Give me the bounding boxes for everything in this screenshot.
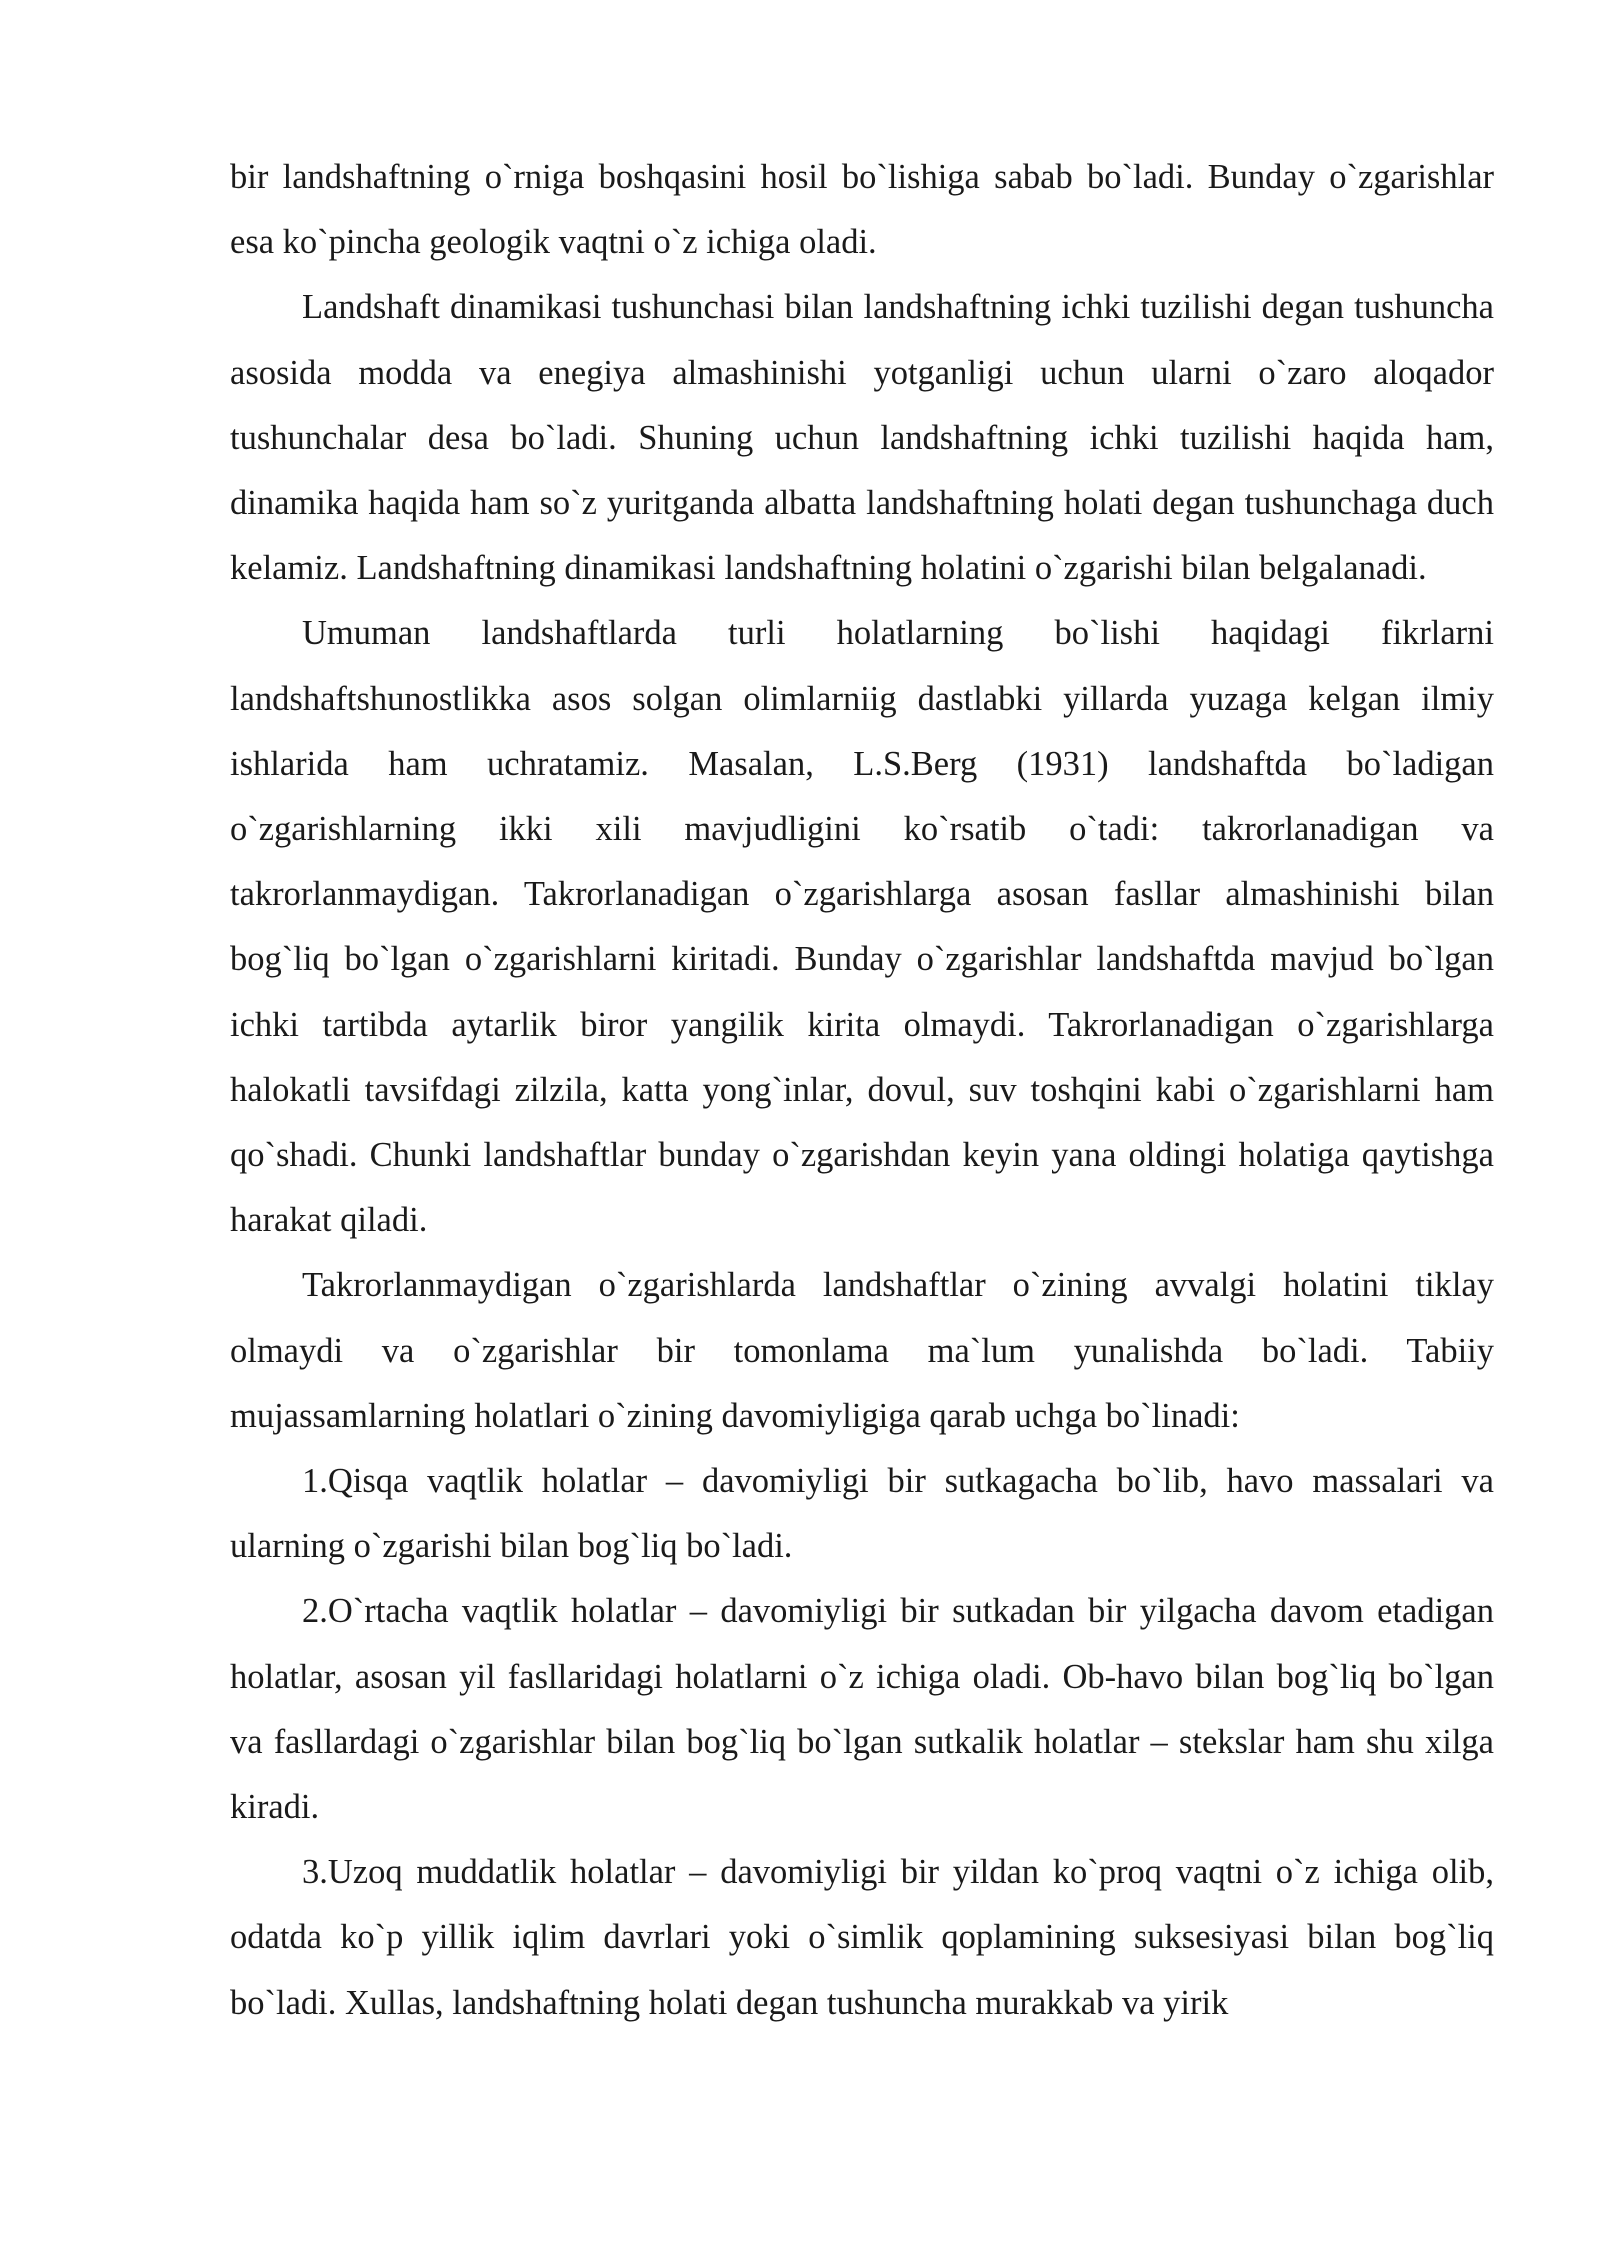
document-body [230, 145, 1494, 2036]
paragraph-umuman-landshaftlarda: Umuman landshaftlarda turli holatlarning bo`lishi haqidagi fikrlarni landshaftshunostlikka asos solgan olimlarniig dastlabki yillarda yuzaga kelgan ilmiy ishlarida ham uchratamiz. Masalan, L.S.Berg (1931) landshaftda bo`ladigan o`zgarishlarning ikki xili mavjudligini ko`rsatib o`tadi: takrorlanadigan va takrorlanmaydigan. Takrorlanadigan o`zgarishlarga asosan fasllar almashinishi bilan bog`liq bo`lgan o`zgarishlarni kiritadi. Bunday o`zgarishlar landshaftda mavjud bo`lgan ichki tartibda aytarlik biror yangilik kirita olmaydi. Takrorlanadigan o`zgarishlarga halokatli tavsifdagi zilzila, katta yong`inlar, dovul, suv toshqini kabi o`zgarishlarni ham qo`shadi. Chunki landshaftlar bunday o`zgarishdan keyin yana oldingi holatiga qaytishga harakat qiladi. [230, 614, 1494, 1240]
paragraph-continuation: bir landshaftning o`rniga boshqasini hosil bo`lishiga sabab bo`ladi. Bunday o`zgarishlar esa ko`pincha geologik vaqtni o`z ichiga oladi. [230, 158, 1494, 262]
paragraph-takrorlanmaydigan: Takrorlanmaydigan o`zgarishlarda landshaftlar o`zining avvalgi holatini tiklay olmaydi va o`zgarishlar bir tomonlama ma`lum yunalishda bo`ladi. Tabiiy mujassamlarning holatlari o`zining davomiyligiga qarab uchga bo`linadi: [230, 1266, 1494, 1435]
list-item-qisqa-vaqtlik: 1.Qisqa vaqtlik holatlar – davomiyligi bir sutkagacha bo`lib, havo massalari va ularning o`zgarishi bilan bog`liq bo`ladi. [230, 1462, 1494, 1566]
list-item-uzoq-muddatlik: 3.Uzoq muddatlik holatlar – davomiyligi bir yildan ko`proq vaqtni o`z ichiga olib, odatda ko`p yillik iqlim davrlari yoki o`simlik qoplamining suksesiyasi bilan bog`liq bo`ladi. Xullas, landshaftning holati degan tushuncha murakkab va yirik [230, 1853, 1494, 2022]
paragraph-landshaft-dinamikasi: Landshaft dinamikasi tushunchasi bilan landshaftning ichki tuzilishi degan tushuncha asosida modda va enegiya almashinishi yotganligi uchun ularni o`zaro aloqador tushunchalar desa bo`ladi. Shuning uchun landshaftning ichki tuzilishi haqida ham, dinamika haqida ham so`z yuritganda albatta landshaftning holati degan tushunchaga duch kelamiz. Landshaftning dinamikasi landshaftning holatini o`zgarishi bilan belgalanadi. [230, 288, 1494, 588]
list-item-ortacha-vaqtlik: 2.O`rtacha vaqtlik holatlar – davomiyligi bir sutkadan bir yilgacha davom etadigan holatlar, asosan yil fasllaridagi holatlarni o`z ichiga oladi. Ob-havo bilan bog`liq bo`lgan va fasllardagi o`zgarishlar bilan bog`liq bo`lgan sutkalik holatlar – stekslar ham shu xilga kiradi. [230, 1592, 1494, 1827]
